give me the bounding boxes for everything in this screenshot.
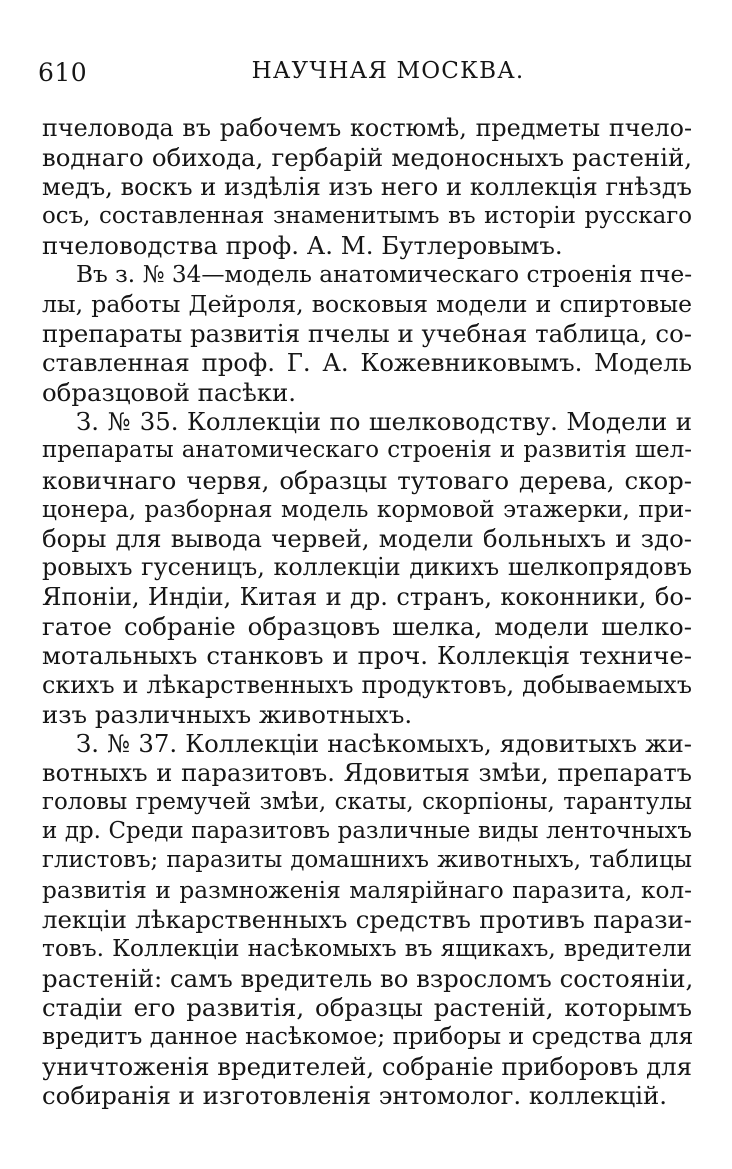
text-line: головы гремучей змѣи, скаты, скорпіоны, тарантулы <box>42 788 692 815</box>
text-line: товъ. Коллекціи насѣкомыхъ въ ящикахъ, вредители <box>42 935 692 963</box>
text-line: лекціи лѣкарственныхъ средствъ противъ парази- <box>42 905 692 935</box>
text-line: уничтоженія вредителей, собраніе приборовъ для <box>42 1051 693 1081</box>
body-text <box>42 114 692 1110</box>
text-line: лы, работы Дейроля, восковыя модели и спиртовые <box>42 289 692 318</box>
text-line: собиранія и изготовленія энтомолог. коллекцій. <box>42 1080 668 1110</box>
text-line: пчеловодства проф. А. М. Бутлеровымъ. <box>42 231 563 261</box>
text-line: глистовъ; паразиты домашнихъ животныхъ, таблицы <box>42 847 692 874</box>
text-line: развитія и размноженія малярійнаго паразита, кол- <box>42 876 692 904</box>
text-line: ставленная проф. Г. А. Кожевниковымъ. Модель <box>42 348 692 378</box>
text-line: З. № 37. Коллекціи насѣкомыхъ, ядовитыхъ жи- <box>76 729 692 759</box>
page-header <box>38 58 698 92</box>
text-line: образцовой пасѣки. <box>42 377 297 407</box>
text-line: Въ з. № 34—модель анатомическаго строенія пче- <box>76 261 693 289</box>
text-line: растеній: самъ вредитель во взросломъ состояніи, <box>42 963 694 993</box>
paragraph <box>42 729 692 1110</box>
text-line: гатое собраніе образцовъ шелка, модели шелко- <box>42 612 692 642</box>
text-line: З. № 35. Коллекціи по шелководству. Модели и <box>76 406 692 436</box>
text-line: ровыхъ гусеницъ, коллекціи дикихъ шелкопрядовъ <box>42 553 692 582</box>
text-line: Японіи, Индіи, Китая и др. странъ, коконники, бо- <box>42 582 692 611</box>
text-line: ковичнаго червя, образцы тутоваго дерева, скор- <box>42 465 692 495</box>
text-line: медъ, воскъ и издѣлія изъ него и коллекція гнѣздъ <box>42 172 692 201</box>
text-line: вредитъ данное насѣкомое; приборы и средства для <box>42 1022 694 1051</box>
paragraph <box>42 260 692 406</box>
text-line: препараты анатомическаго строенія и развитія шел- <box>42 437 692 464</box>
text-line: боры для вывода червей, модели больныхъ и здо- <box>42 524 692 554</box>
text-line: воднаго обихода, гербарій медоносныхъ растеній, <box>42 143 692 173</box>
text-line: и др. Среди паразитовъ различные виды ленточныхъ <box>42 818 692 845</box>
paragraph <box>42 114 692 260</box>
text-line: вотныхъ и паразитовъ. Ядовитыя змѣи, препаратъ <box>42 758 692 787</box>
text-line: стадіи его развитія, образцы растеній, которымъ <box>42 992 692 1022</box>
text-line: пчеловода въ рабочемъ костюмѣ, предметы пчело- <box>42 114 692 142</box>
text-line: скихъ и лѣкарственныхъ продуктовъ, добываемыхъ <box>42 670 692 699</box>
running-title: НАУЧНАЯ МОСКВА. <box>251 58 525 84</box>
paragraph <box>42 407 692 729</box>
text-line: осъ, составленная знаменитымъ въ исторіи русскаго <box>42 202 692 229</box>
text-line: изъ различныхъ животныхъ. <box>42 699 413 729</box>
text-line: мотальныхъ станковъ и проч. Коллекція техниче- <box>42 641 692 671</box>
page-number: 610 <box>38 58 88 87</box>
text-line: препараты развитія пчелы и учебная таблица, со- <box>42 319 692 349</box>
text-line: цонера, разборная модель кормовой этажерки, при- <box>42 495 692 523</box>
